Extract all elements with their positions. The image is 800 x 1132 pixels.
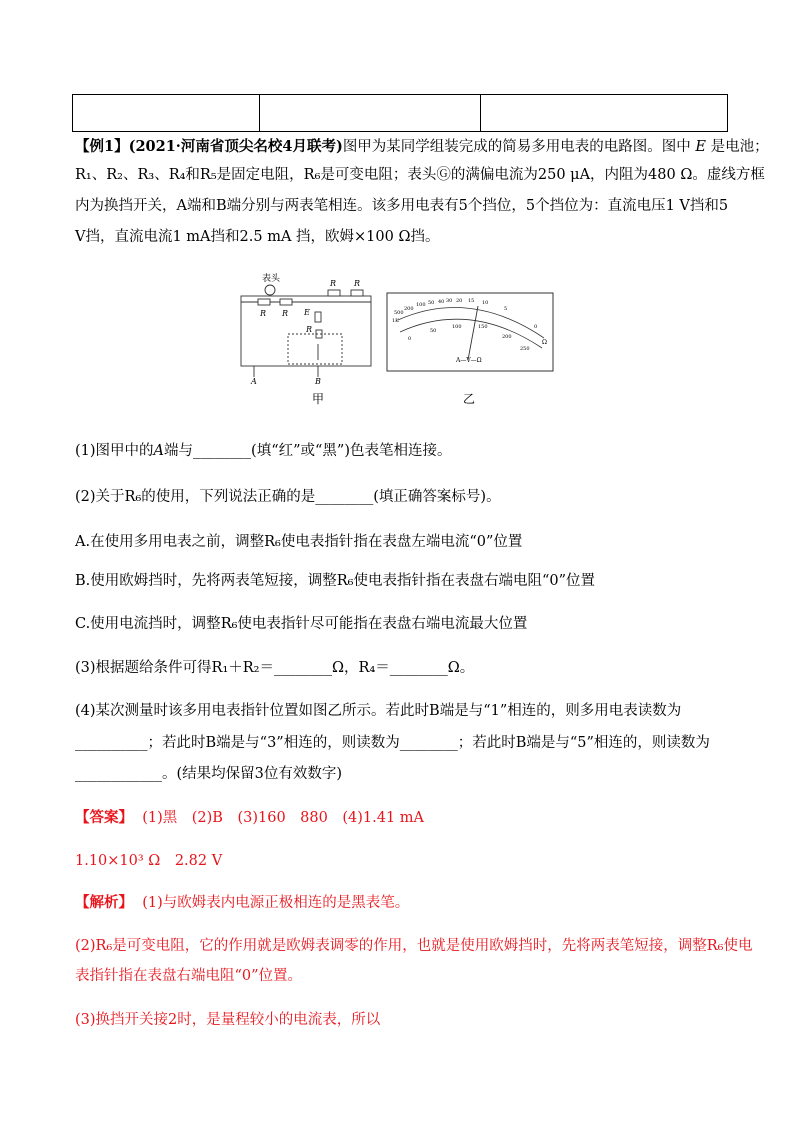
label-R2: R [282,309,289,318]
example-line-3: 内为换挡开关，A端和B端分别与两表笔相连。该多用电表有5个挡位，5个挡位为：直流电压1 V挡和5 [75,198,729,214]
option-text: 使电表指针指在表盘左端电流“0”位置 [280,534,523,550]
header-table [72,94,728,132]
var-R6: R₆ [336,573,354,589]
dial-omega: Ω [542,339,547,346]
var-R6: R₆ [264,534,281,550]
dial-tick: 50 [428,300,435,306]
example-source: (2021·河南省顶尖名校4月联考) [128,138,343,155]
q2-text: (2)关于 [75,489,125,505]
dial-tick: 1K [392,318,399,324]
example-text: 图甲为某同学组装完成的简易多用电表的电路图。图中 [342,139,691,155]
dial-label: A—V—Ω [456,357,482,364]
dial-tick: 20 [456,298,463,304]
table-cell [481,95,728,132]
answer-text: (1)黑 (2)B (3)160 880 (4)1.41 mA [142,810,424,826]
label-B: B [315,377,321,384]
example-tag: 【例1】 [75,138,129,155]
option-A [75,532,735,552]
option-B [75,571,735,591]
option-text: 使电表指针指在表盘右端电阻“0”位置 [353,573,596,589]
analysis-tag: 【解析】 [75,894,133,911]
dial-tick: 0 [534,324,538,330]
dial-tick: 0 [408,336,412,342]
var-E: E [695,139,707,155]
var-R6: R₆ [124,489,142,505]
question-4-line-2: __________；若此时B端是与“3”相连的，则读数为________；若此时B端是与“5”相连的，则读数为 [75,735,710,751]
option-text: A.在使用多用电表之前，调整 [75,534,265,550]
example-line-4: V挡，直流电流1 mA挡和2.5 mA 挡，欧姆×100 Ω挡。 [75,229,440,245]
analysis-line-2: (2)R₆是可变电阻，它的作用就是欧姆表调零的作用，也就是使用欧姆挡时，先将两表笔短接，调整R₆使电 [75,938,753,954]
table-cell [73,95,260,132]
dial-tick: 15 [468,298,475,304]
figure-caption-left: 甲 [312,392,325,406]
label-E: E [304,308,310,317]
dial-tick: 100 [416,302,426,308]
answer-line-2: 1.10×10³ Ω 2.82 V [75,853,223,869]
q1-text: (1)图甲中的 [75,443,154,459]
table-cell [260,95,481,132]
question-4-line-1: (4)某次测量时该多用电表指针位置如图乙所示。若此时B端是与“1”相连的，则多用电表读数为 [75,703,682,719]
analysis-line-1 [75,893,735,913]
option-text: 使电表指针尽可能指在表盘右端电流最大位置 [237,616,528,632]
label-R1: R [260,309,267,318]
dial-tick: 40 [438,299,445,305]
dial-tick: 250 [520,346,530,352]
example-text: 是电池； [710,139,769,155]
example-line-1 [75,137,769,157]
dial-tick: 150 [478,324,488,330]
option-C [75,614,735,634]
question-3: (3)根据题给条件可得R₁＋R₂＝________Ω，R₄＝________Ω。 [75,660,475,676]
analysis-line-3: 表指针指在表盘右端电阻“0”位置。 [75,968,303,984]
dial-tick: 500 [394,310,404,316]
label-R6: R [306,325,313,334]
var-R6: R₆ [220,616,238,632]
analysis-text: (1)与欧姆表内电源正极相连的是黑表笔。 [142,895,410,911]
label-R4: R [330,279,337,288]
question-2 [75,487,735,507]
option-text: C.使用电流挡时，调整 [75,616,221,632]
meter-dial [386,292,554,372]
label-A: A [251,377,257,384]
q1-text: 端与________(填“红”或“黑”)色表笔相连接。 [164,443,452,459]
answer-line-1 [75,808,735,828]
question-4-line-3: ____________。(结果均保留3位有效数字) [75,766,343,782]
var-A: A [153,443,165,459]
meter-head-label: 表头 [262,274,281,284]
dial-tick: 100 [452,324,462,330]
option-text: B.使用欧姆挡时，先将两表笔短接，调整 [75,573,337,589]
answer-tag: 【答案】 [75,809,133,826]
dial-tick: 200 [404,306,414,312]
dial-tick: 5 [504,306,508,312]
question-1 [75,441,735,461]
dial-tick: 50 [430,328,437,334]
dial-tick: 30 [446,298,453,304]
dial-tick: 200 [502,334,512,340]
analysis-line-4: (3)换挡开关接2时，是量程较小的电流表，所以 [75,1012,381,1028]
example-line-2: R₁、R₂、R₃、R₄和R₅是固定电阻，R₆是可变电阻；表头Ⓖ的满偏电流为250 μA，内阻为480 Ω。虚线方框 [75,167,765,183]
q2-text: 的使用，下列说法正确的是________(填正确答案标号)。 [141,489,501,505]
figure-caption-right: 乙 [463,392,476,406]
dial-tick: 10 [482,300,489,306]
label-R5: R [354,279,361,288]
circuit-diagram [236,272,376,384]
